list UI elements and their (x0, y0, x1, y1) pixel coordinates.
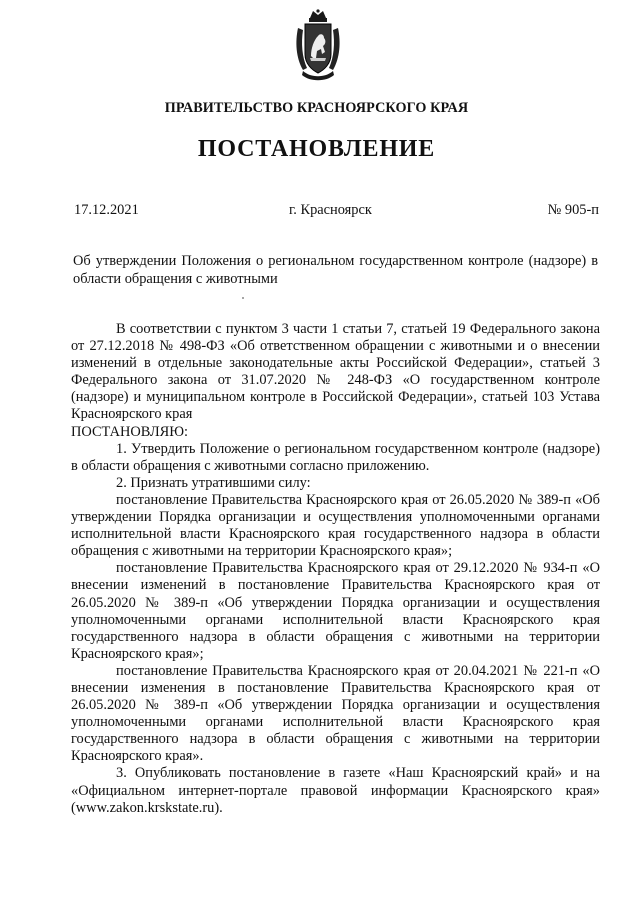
item-1-paragraph: 1. Утвердить Положение о региональном государственном контроле (надзоре) в области обращения с животными согласно приложению. (71, 440, 600, 474)
item-3-paragraph: 3. Опубликовать постановление в газете «Наш Красноярский край» и на «Официальном интернет-портале правовой информации Красноярского края» (www.zakon.krskstate.ru). (71, 765, 600, 816)
document-type-title: ПОСТАНОВЛЕНИЕ (197, 136, 436, 162)
document-date: 17.12.2021 (74, 202, 139, 218)
document-body (71, 321, 600, 817)
coat-of-arms-icon (293, 8, 343, 82)
item-2a-paragraph: постановление Правительства Красноярского края от 26.05.2020 № 389-п «Об утверждении Порядка организации и осуществления уполномоченными органами исполнительной власти Красноярского края государственного надзора в области обращения с животными на территории Красноярского края»; (71, 491, 600, 560)
decree-word: ПОСТАНОВЛЯЮ: (71, 423, 189, 440)
document-city: г. Красноярск (289, 202, 372, 218)
item-2-paragraph: 2. Признать утратившими силу: (116, 474, 311, 491)
document-number: № 905-п (547, 202, 599, 218)
scan-speck (242, 297, 244, 299)
organization-title: ПРАВИТЕЛЬСТВО КРАСНОЯРСКОГО КРАЯ (164, 100, 469, 116)
item-2b-paragraph: постановление Правительства Красноярского края от 29.12.2020 № 934-п «О внесении изменений в постановление Правительства Красноярского края от 26.05.2020 № 389-п «Об утверждении Порядка организации и осуществления уполномоченными органами исполнительной власти Красноярского края государственного надзора в области обращения с животными на территории Красноярского края»; (71, 560, 600, 662)
document-subject: Об утверждении Положения о региональном государственном контроле (надзоре) в области обращения с животными (73, 253, 598, 287)
item-2c-paragraph: постановление Правительства Красноярского края от 20.04.2021 № 221-п «О внесении изменения в постановление Правительства Красноярского края от 26.05.2020 № 389-п «Об утверждении Порядка организации и осуществления уполномоченными органами исполнительной власти Красноярского края государственного надзора в области обращения с животными на территории Красноярского края». (71, 662, 600, 765)
preamble-paragraph: В соответствии с пунктом 3 части 1 статьи 7, статьей 19 Федерального закона от 27.12.2018 № 498-ФЗ «Об ответственном обращении с животными и о внесении изменений в отдельные законодательные акты Российской Федерации», статьей 3 Федерального закона от 31.07.2020 № 248-ФЗ «О государственном контроле (надзоре) и муниципальном контроле в Российской Федерации», статьей 103 Устава Красноярского края (71, 321, 600, 423)
